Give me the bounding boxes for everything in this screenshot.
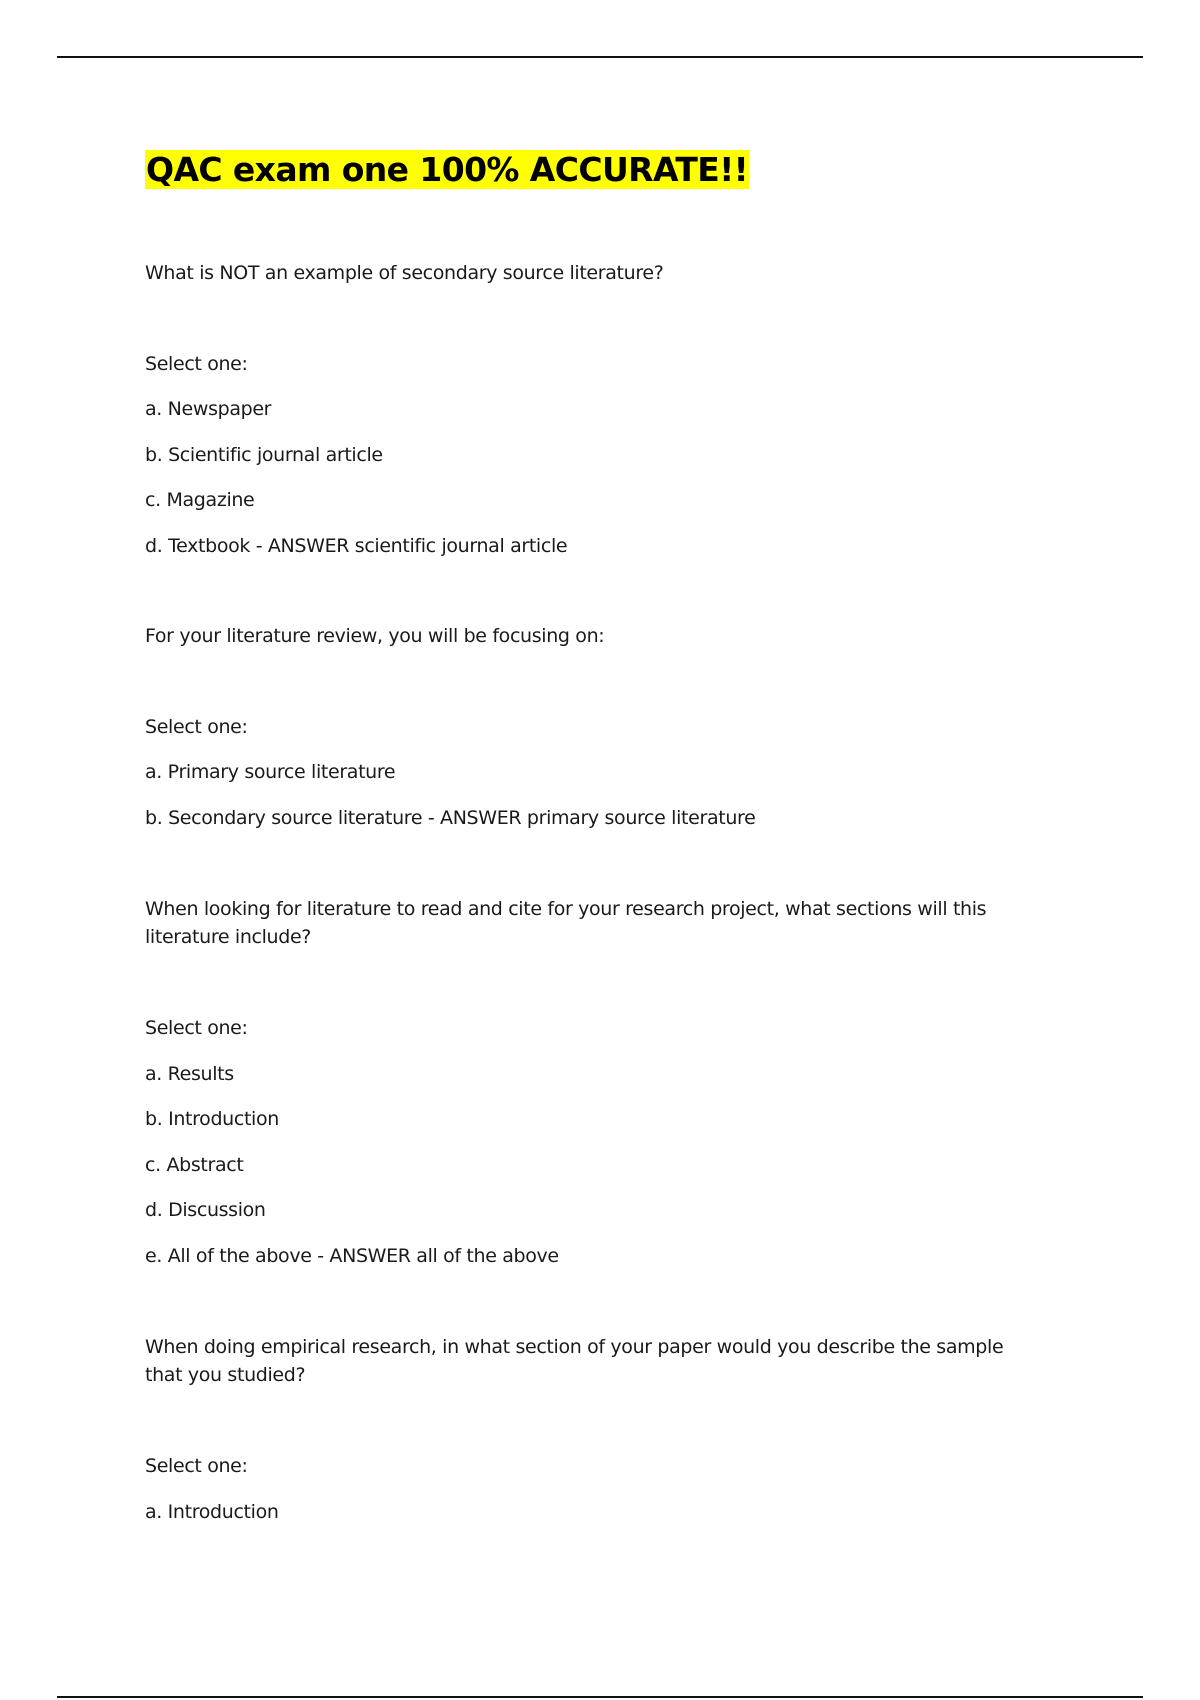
question-1-option-a: a. Newspaper bbox=[145, 398, 272, 420]
bottom-rule bbox=[57, 1696, 1143, 1698]
question-3-select-label: Select one: bbox=[145, 1017, 248, 1039]
question-3-option-e: e. All of the above - ANSWER all of the above bbox=[145, 1245, 559, 1267]
question-3-option-b: b. Introduction bbox=[145, 1108, 279, 1130]
question-2-option-b: b. Secondary source literature - ANSWER primary source literature bbox=[145, 807, 756, 829]
top-rule bbox=[57, 56, 1143, 58]
question-4-prompt: When doing empirical research, in what section of your paper would you describe the sample that you studied? bbox=[145, 1336, 1004, 1386]
question-1-option-d: d. Textbook - ANSWER scientific journal article bbox=[145, 535, 568, 557]
title-highlight: QAC exam one 100% ACCURATE!! bbox=[146, 150, 749, 189]
question-3-prompt: When looking for literature to read and cite for your research project, what sections will this literature include? bbox=[145, 898, 987, 948]
question-2-option-a: a. Primary source literature bbox=[145, 761, 396, 783]
question-2-prompt: For your literature review, you will be focusing on: bbox=[145, 625, 605, 647]
question-3-option-c: c. Abstract bbox=[145, 1154, 244, 1176]
question-2-select-label: Select one: bbox=[145, 716, 248, 738]
document-title bbox=[145, 146, 749, 194]
question-3-option-d: d. Discussion bbox=[145, 1199, 266, 1221]
question-3-option-a: a. Results bbox=[145, 1063, 234, 1085]
question-4-select-label: Select one: bbox=[145, 1455, 248, 1477]
question-1-option-b: b. Scientific journal article bbox=[145, 444, 383, 466]
question-1-prompt: What is NOT an example of secondary source literature? bbox=[145, 262, 664, 284]
question-1-select-label: Select one: bbox=[145, 353, 248, 375]
question-4-option-a: a. Introduction bbox=[145, 1501, 279, 1523]
question-1-option-c: c. Magazine bbox=[145, 489, 255, 511]
